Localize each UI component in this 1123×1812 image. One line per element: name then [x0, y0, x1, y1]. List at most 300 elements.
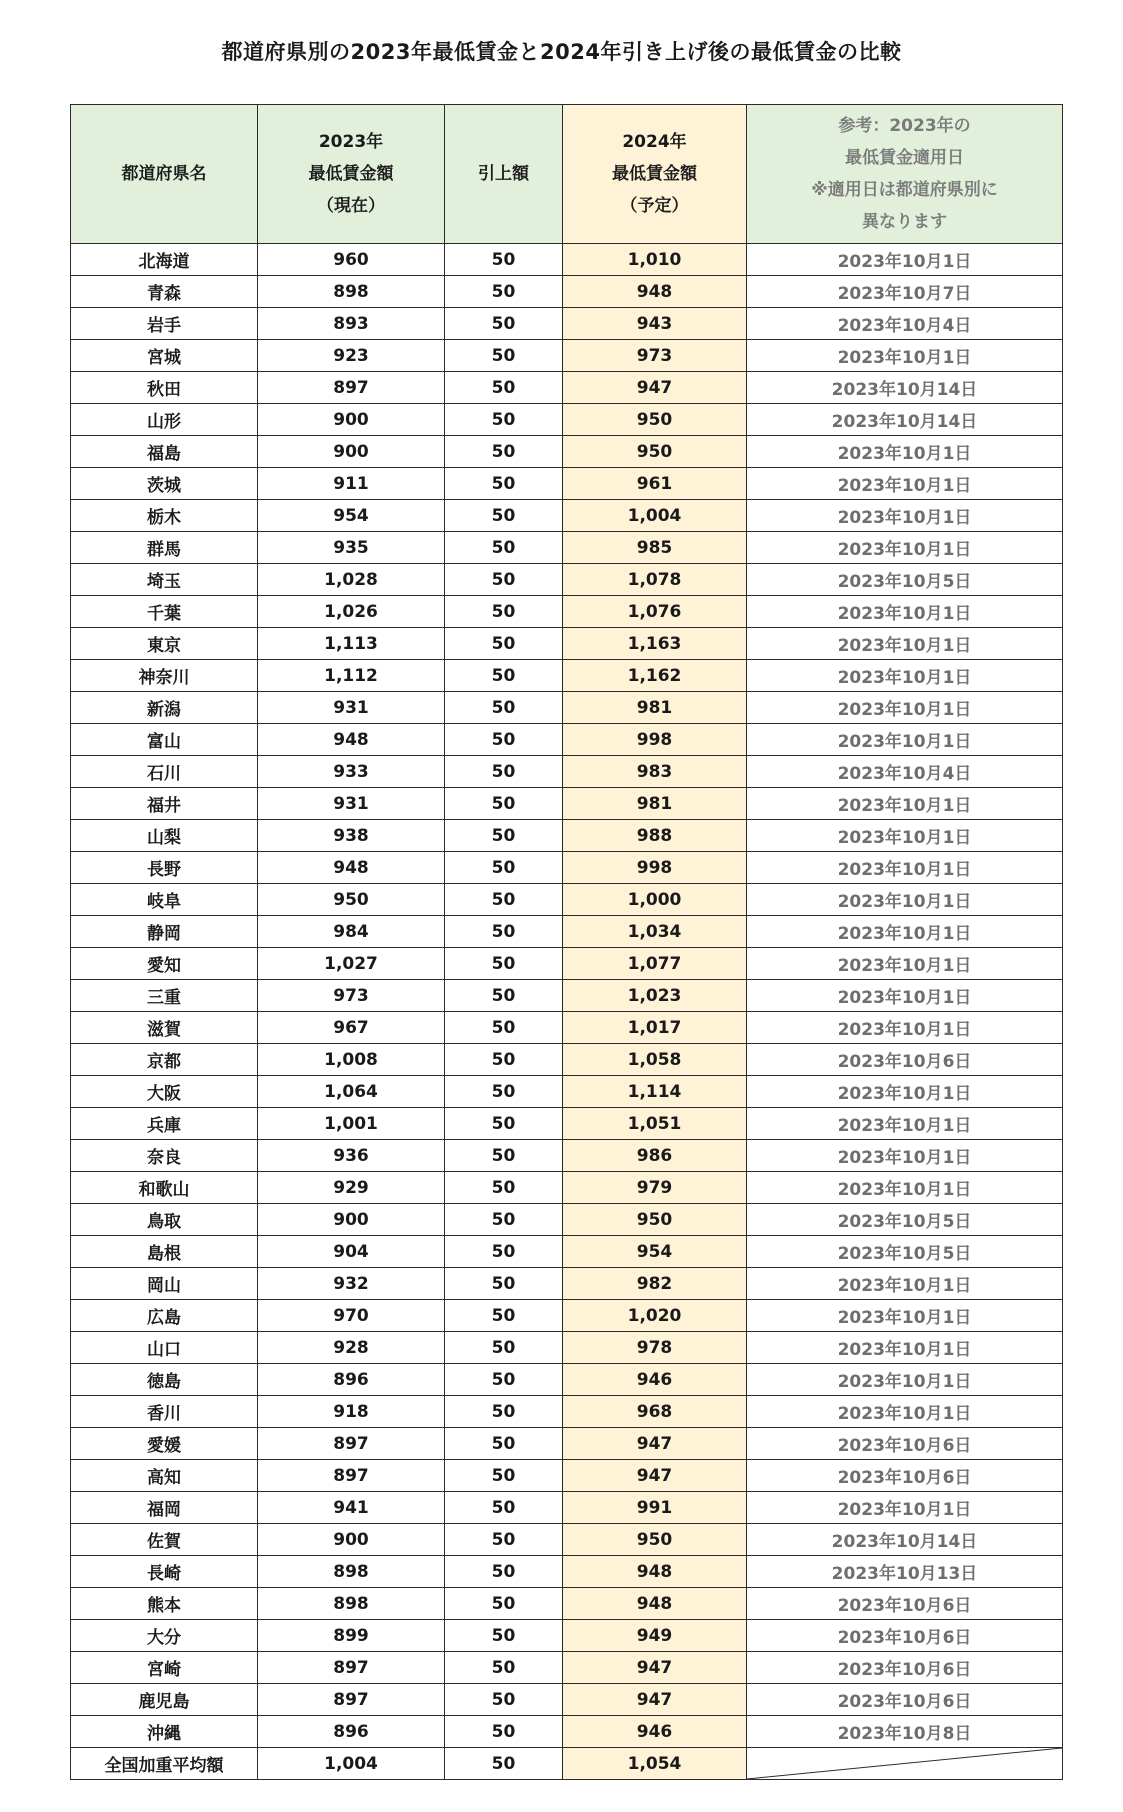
table-row [71, 1396, 1063, 1428]
effective-date-cell: 2023年10月1日 [747, 980, 1063, 1012]
wage-2024-cell: 985 [563, 532, 747, 564]
effective-date-cell: 2023年10月1日 [747, 724, 1063, 756]
header-wage-2023-line: 最低賃金額 [308, 164, 394, 184]
table-row [71, 1044, 1063, 1076]
header-wage-2024 [563, 105, 747, 244]
effective-date-cell: 2023年10月1日 [747, 436, 1063, 468]
increase-cell: 50 [445, 628, 563, 660]
increase-cell: 50 [445, 756, 563, 788]
effective-date-cell: 2023年10月6日 [747, 1428, 1063, 1460]
table-row [71, 1492, 1063, 1524]
table-row [71, 1364, 1063, 1396]
prefecture-cell: 岡山 [71, 1268, 258, 1300]
prefecture-cell: 茨城 [71, 468, 258, 500]
prefecture-cell: 滋賀 [71, 1012, 258, 1044]
total-label-cell: 全国加重平均額 [71, 1748, 258, 1780]
increase-cell: 50 [445, 1620, 563, 1652]
header-reference-line: 最低賃金適用日 [845, 148, 964, 168]
prefecture-cell: 山梨 [71, 820, 258, 852]
wage-2024-cell: 950 [563, 404, 747, 436]
header-row [71, 105, 1063, 244]
wage-2024-cell: 998 [563, 852, 747, 884]
effective-date-cell: 2023年10月1日 [747, 820, 1063, 852]
wage-2023-cell: 896 [258, 1716, 445, 1748]
increase-cell: 50 [445, 1140, 563, 1172]
wage-2024-cell: 950 [563, 1524, 747, 1556]
effective-date-cell: 2023年10月14日 [747, 372, 1063, 404]
wage-2024-cell: 1,051 [563, 1108, 747, 1140]
prefecture-cell: 大分 [71, 1620, 258, 1652]
effective-date-cell: 2023年10月1日 [747, 628, 1063, 660]
table-row [71, 276, 1063, 308]
wage-2023-cell: 967 [258, 1012, 445, 1044]
wage-2023-cell: 897 [258, 1428, 445, 1460]
effective-date-cell: 2023年10月6日 [747, 1684, 1063, 1716]
wage-2024-cell: 948 [563, 1588, 747, 1620]
prefecture-cell: 大阪 [71, 1076, 258, 1108]
prefecture-cell: 北海道 [71, 244, 258, 276]
wage-2024-cell: 973 [563, 340, 747, 372]
table-row [71, 1332, 1063, 1364]
increase-cell: 50 [445, 1012, 563, 1044]
wage-2023-cell: 1,026 [258, 596, 445, 628]
effective-date-cell: 2023年10月1日 [747, 948, 1063, 980]
table-row [71, 628, 1063, 660]
table-row [71, 564, 1063, 596]
effective-date-cell: 2023年10月6日 [747, 1460, 1063, 1492]
table-row [71, 756, 1063, 788]
wage-2024-cell: 988 [563, 820, 747, 852]
increase-cell: 50 [445, 1492, 563, 1524]
effective-date-cell: 2023年10月1日 [747, 1268, 1063, 1300]
effective-date-cell: 2023年10月1日 [747, 532, 1063, 564]
increase-cell: 50 [445, 1044, 563, 1076]
wage-2024-cell: 1,023 [563, 980, 747, 1012]
wage-2024-cell: 982 [563, 1268, 747, 1300]
empty-diagonal-cell [747, 1748, 1063, 1780]
wage-2023-cell: 1,064 [258, 1076, 445, 1108]
table-row [71, 1140, 1063, 1172]
prefecture-cell: 佐賀 [71, 1524, 258, 1556]
increase-cell: 50 [445, 1300, 563, 1332]
increase-cell: 50 [445, 340, 563, 372]
wage-2024-cell: 1,017 [563, 1012, 747, 1044]
header-wage-2023 [258, 105, 445, 244]
wage-2023-cell: 1,112 [258, 660, 445, 692]
table-row [71, 436, 1063, 468]
effective-date-cell: 2023年10月1日 [747, 692, 1063, 724]
increase-cell: 50 [445, 532, 563, 564]
increase-cell: 50 [445, 1684, 563, 1716]
increase-cell: 50 [445, 820, 563, 852]
wage-2023-cell: 973 [258, 980, 445, 1012]
increase-cell: 50 [445, 852, 563, 884]
increase-cell: 50 [445, 1364, 563, 1396]
wage-2023-cell: 904 [258, 1236, 445, 1268]
wage-2024-cell: 983 [563, 756, 747, 788]
effective-date-cell: 2023年10月4日 [747, 756, 1063, 788]
table-row [71, 468, 1063, 500]
effective-date-cell: 2023年10月7日 [747, 276, 1063, 308]
wage-2023-cell: 933 [258, 756, 445, 788]
table-row [71, 948, 1063, 980]
wage-2024-cell: 968 [563, 1396, 747, 1428]
effective-date-cell: 2023年10月8日 [747, 1716, 1063, 1748]
wage-2023-cell: 900 [258, 436, 445, 468]
table-row [71, 1716, 1063, 1748]
wage-2024-cell: 986 [563, 1140, 747, 1172]
effective-date-cell: 2023年10月1日 [747, 340, 1063, 372]
effective-date-cell: 2023年10月1日 [747, 1396, 1063, 1428]
table-row [71, 308, 1063, 340]
prefecture-cell: 長野 [71, 852, 258, 884]
diagonal-line [747, 1748, 1062, 1779]
wage-2023-cell: 950 [258, 884, 445, 916]
table-row [71, 788, 1063, 820]
increase-cell: 50 [445, 436, 563, 468]
wage-2023-cell: 936 [258, 1140, 445, 1172]
wage-2023-cell: 954 [258, 500, 445, 532]
increase-cell: 50 [445, 276, 563, 308]
effective-date-cell: 2023年10月6日 [747, 1620, 1063, 1652]
increase-cell: 50 [445, 1268, 563, 1300]
increase-cell: 50 [445, 1204, 563, 1236]
wage-2024-cell: 978 [563, 1332, 747, 1364]
wage-2024-cell: 1,077 [563, 948, 747, 980]
prefecture-cell: 島根 [71, 1236, 258, 1268]
header-prefecture: 都道府県名 [71, 105, 258, 244]
prefecture-cell: 鹿児島 [71, 1684, 258, 1716]
wage-2023-cell: 900 [258, 404, 445, 436]
effective-date-cell: 2023年10月1日 [747, 916, 1063, 948]
table-row [71, 596, 1063, 628]
effective-date-cell: 2023年10月5日 [747, 1236, 1063, 1268]
prefecture-cell: 岩手 [71, 308, 258, 340]
increase-cell: 50 [445, 244, 563, 276]
table-row [71, 1236, 1063, 1268]
wage-2024-cell: 1,058 [563, 1044, 747, 1076]
wage-2024-cell: 948 [563, 276, 747, 308]
header-reference-line: 参考：2023年の [838, 116, 971, 136]
effective-date-cell: 2023年10月1日 [747, 1300, 1063, 1332]
total-wage-2024-cell: 1,054 [563, 1748, 747, 1780]
total-increase-cell: 50 [445, 1748, 563, 1780]
prefecture-cell: 富山 [71, 724, 258, 756]
minimum-wage-table [70, 104, 1063, 1780]
table-row [71, 340, 1063, 372]
prefecture-cell: 沖縄 [71, 1716, 258, 1748]
wage-2024-cell: 998 [563, 724, 747, 756]
increase-cell: 50 [445, 1172, 563, 1204]
prefecture-cell: 岐阜 [71, 884, 258, 916]
table-row [71, 1684, 1063, 1716]
table-row [71, 884, 1063, 916]
prefecture-cell: 宮城 [71, 340, 258, 372]
increase-cell: 50 [445, 1076, 563, 1108]
wage-2024-cell: 946 [563, 1364, 747, 1396]
effective-date-cell: 2023年10月1日 [747, 596, 1063, 628]
increase-cell: 50 [445, 1716, 563, 1748]
prefecture-cell: 高知 [71, 1460, 258, 1492]
header-wage-2023-line: 2023年 [318, 132, 384, 152]
table-row [71, 916, 1063, 948]
increase-cell: 50 [445, 1524, 563, 1556]
header-wage-2024-line: 最低賃金額 [612, 164, 697, 184]
wage-2023-cell: 896 [258, 1364, 445, 1396]
wage-2023-cell: 938 [258, 820, 445, 852]
wage-2024-cell: 1,010 [563, 244, 747, 276]
wage-2024-cell: 979 [563, 1172, 747, 1204]
wage-2024-cell: 947 [563, 372, 747, 404]
effective-date-cell: 2023年10月1日 [747, 1492, 1063, 1524]
wage-2024-cell: 1,034 [563, 916, 747, 948]
increase-cell: 50 [445, 1396, 563, 1428]
increase-cell: 50 [445, 1236, 563, 1268]
wage-2023-cell: 1,027 [258, 948, 445, 980]
table-row [71, 1172, 1063, 1204]
wage-2023-cell: 1,028 [258, 564, 445, 596]
wage-2023-cell: 935 [258, 532, 445, 564]
wage-2023-cell: 897 [258, 372, 445, 404]
prefecture-cell: 広島 [71, 1300, 258, 1332]
prefecture-cell: 秋田 [71, 372, 258, 404]
prefecture-cell: 福岡 [71, 1492, 258, 1524]
wage-2024-cell: 943 [563, 308, 747, 340]
prefecture-cell: 山形 [71, 404, 258, 436]
wage-2024-cell: 1,114 [563, 1076, 747, 1108]
effective-date-cell: 2023年10月5日 [747, 1204, 1063, 1236]
table-row [71, 724, 1063, 756]
effective-date-cell: 2023年10月1日 [747, 788, 1063, 820]
table-row [71, 1588, 1063, 1620]
wage-2023-cell: 899 [258, 1620, 445, 1652]
effective-date-cell: 2023年10月1日 [747, 1364, 1063, 1396]
increase-cell: 50 [445, 1556, 563, 1588]
table-row [71, 1652, 1063, 1684]
increase-cell: 50 [445, 404, 563, 436]
wage-2023-cell: 900 [258, 1524, 445, 1556]
prefecture-cell: 京都 [71, 1044, 258, 1076]
table-row [71, 244, 1063, 276]
wage-2024-cell: 991 [563, 1492, 747, 1524]
wage-2024-cell: 1,162 [563, 660, 747, 692]
wage-2023-cell: 928 [258, 1332, 445, 1364]
prefecture-cell: 東京 [71, 628, 258, 660]
increase-cell: 50 [445, 500, 563, 532]
table-body [71, 244, 1063, 1780]
wage-2023-cell: 918 [258, 1396, 445, 1428]
table-row [71, 980, 1063, 1012]
wage-2023-cell: 1,001 [258, 1108, 445, 1140]
wage-2024-cell: 1,020 [563, 1300, 747, 1332]
wage-2024-cell: 961 [563, 468, 747, 500]
header-reference-line: 異なります [862, 212, 947, 232]
table-row [71, 532, 1063, 564]
effective-date-cell: 2023年10月5日 [747, 564, 1063, 596]
wage-2024-cell: 950 [563, 436, 747, 468]
wage-2023-cell: 929 [258, 1172, 445, 1204]
prefecture-cell: 鳥取 [71, 1204, 258, 1236]
wage-2024-cell: 1,078 [563, 564, 747, 596]
prefecture-cell: 新潟 [71, 692, 258, 724]
increase-cell: 50 [445, 308, 563, 340]
increase-cell: 50 [445, 468, 563, 500]
wage-2024-cell: 949 [563, 1620, 747, 1652]
prefecture-cell: 香川 [71, 1396, 258, 1428]
table-row [71, 1012, 1063, 1044]
increase-cell: 50 [445, 1332, 563, 1364]
wage-2024-cell: 950 [563, 1204, 747, 1236]
wage-2023-cell: 970 [258, 1300, 445, 1332]
table-row [71, 660, 1063, 692]
wage-2023-cell: 897 [258, 1652, 445, 1684]
effective-date-cell: 2023年10月1日 [747, 1108, 1063, 1140]
effective-date-cell: 2023年10月13日 [747, 1556, 1063, 1588]
increase-cell: 50 [445, 1428, 563, 1460]
wage-2023-cell: 948 [258, 852, 445, 884]
effective-date-cell: 2023年10月1日 [747, 1140, 1063, 1172]
wage-2024-cell: 948 [563, 1556, 747, 1588]
wage-2023-cell: 898 [258, 1588, 445, 1620]
wage-2023-cell: 1,113 [258, 628, 445, 660]
prefecture-cell: 福井 [71, 788, 258, 820]
effective-date-cell: 2023年10月6日 [747, 1044, 1063, 1076]
table-row [71, 852, 1063, 884]
prefecture-cell: 宮崎 [71, 1652, 258, 1684]
wage-2023-cell: 898 [258, 276, 445, 308]
effective-date-cell: 2023年10月1日 [747, 1332, 1063, 1364]
prefecture-cell: 山口 [71, 1332, 258, 1364]
prefecture-cell: 群馬 [71, 532, 258, 564]
increase-cell: 50 [445, 980, 563, 1012]
header-reference-line: ※適用日は都道府県別に [811, 180, 998, 200]
effective-date-cell: 2023年10月1日 [747, 852, 1063, 884]
prefecture-cell: 三重 [71, 980, 258, 1012]
prefecture-cell: 長崎 [71, 1556, 258, 1588]
effective-date-cell: 2023年10月1日 [747, 1012, 1063, 1044]
increase-cell: 50 [445, 884, 563, 916]
effective-date-cell: 2023年10月14日 [747, 404, 1063, 436]
table-row [71, 1204, 1063, 1236]
table-row [71, 820, 1063, 852]
table-row [71, 1556, 1063, 1588]
wage-2023-cell: 932 [258, 1268, 445, 1300]
wage-2024-cell: 946 [563, 1716, 747, 1748]
wage-2023-cell: 948 [258, 724, 445, 756]
effective-date-cell: 2023年10月1日 [747, 244, 1063, 276]
effective-date-cell: 2023年10月1日 [747, 1076, 1063, 1108]
header-wage-2024-line: （予定） [620, 196, 689, 216]
effective-date-cell: 2023年10月1日 [747, 500, 1063, 532]
effective-date-cell: 2023年10月1日 [747, 1172, 1063, 1204]
increase-cell: 50 [445, 564, 563, 596]
wage-2024-cell: 1,004 [563, 500, 747, 532]
wage-2023-cell: 1,008 [258, 1044, 445, 1076]
header-wage-2023-line: （現在） [317, 196, 385, 216]
increase-cell: 50 [445, 948, 563, 980]
wage-2023-cell: 897 [258, 1460, 445, 1492]
wage-2023-cell: 893 [258, 308, 445, 340]
wage-2024-cell: 947 [563, 1684, 747, 1716]
wage-2023-cell: 941 [258, 1492, 445, 1524]
wage-2023-cell: 931 [258, 692, 445, 724]
table-row [71, 500, 1063, 532]
prefecture-cell: 石川 [71, 756, 258, 788]
prefecture-cell: 和歌山 [71, 1172, 258, 1204]
increase-cell: 50 [445, 788, 563, 820]
wage-2023-cell: 897 [258, 1684, 445, 1716]
wage-2024-cell: 947 [563, 1428, 747, 1460]
wage-2023-cell: 931 [258, 788, 445, 820]
prefecture-cell: 神奈川 [71, 660, 258, 692]
prefecture-cell: 埼玉 [71, 564, 258, 596]
prefecture-cell: 静岡 [71, 916, 258, 948]
table-row [71, 1428, 1063, 1460]
prefecture-cell: 兵庫 [71, 1108, 258, 1140]
table-row [71, 372, 1063, 404]
increase-cell: 50 [445, 1108, 563, 1140]
header-wage-2024-line: 2024年 [622, 132, 687, 152]
header-reference-date [747, 105, 1063, 244]
wage-2023-cell: 984 [258, 916, 445, 948]
wage-2024-cell: 1,000 [563, 884, 747, 916]
prefecture-cell: 愛媛 [71, 1428, 258, 1460]
total-wage-2023-cell: 1,004 [258, 1748, 445, 1780]
increase-cell: 50 [445, 596, 563, 628]
table-row [71, 1268, 1063, 1300]
table-row [71, 1108, 1063, 1140]
wage-2024-cell: 1,163 [563, 628, 747, 660]
prefecture-cell: 愛知 [71, 948, 258, 980]
page-title: 都道府県別の2023年最低賃金と2024年引き上げ後の最低賃金の比較 [221, 40, 902, 64]
wage-2023-cell: 900 [258, 1204, 445, 1236]
effective-date-cell: 2023年10月1日 [747, 468, 1063, 500]
table-row [71, 404, 1063, 436]
increase-cell: 50 [445, 1588, 563, 1620]
increase-cell: 50 [445, 916, 563, 948]
increase-cell: 50 [445, 372, 563, 404]
table-row [71, 1620, 1063, 1652]
table-row [71, 1524, 1063, 1556]
effective-date-cell: 2023年10月1日 [747, 884, 1063, 916]
wage-2024-cell: 947 [563, 1460, 747, 1492]
prefecture-cell: 千葉 [71, 596, 258, 628]
table-row [71, 1076, 1063, 1108]
header-increase: 引上額 [445, 105, 563, 244]
increase-cell: 50 [445, 1460, 563, 1492]
prefecture-cell: 福島 [71, 436, 258, 468]
increase-cell: 50 [445, 1652, 563, 1684]
total-row [71, 1748, 1063, 1780]
wage-2024-cell: 1,076 [563, 596, 747, 628]
wage-2024-cell: 947 [563, 1652, 747, 1684]
wage-2024-cell: 981 [563, 788, 747, 820]
wage-2024-cell: 954 [563, 1236, 747, 1268]
effective-date-cell: 2023年10月1日 [747, 660, 1063, 692]
wage-2023-cell: 923 [258, 340, 445, 372]
increase-cell: 50 [445, 692, 563, 724]
prefecture-cell: 奈良 [71, 1140, 258, 1172]
prefecture-cell: 青森 [71, 276, 258, 308]
table-row [71, 1300, 1063, 1332]
table-row [71, 692, 1063, 724]
prefecture-cell: 栃木 [71, 500, 258, 532]
effective-date-cell: 2023年10月6日 [747, 1588, 1063, 1620]
table-row [71, 1460, 1063, 1492]
effective-date-cell: 2023年10月4日 [747, 308, 1063, 340]
wage-2024-cell: 981 [563, 692, 747, 724]
wage-2023-cell: 898 [258, 1556, 445, 1588]
